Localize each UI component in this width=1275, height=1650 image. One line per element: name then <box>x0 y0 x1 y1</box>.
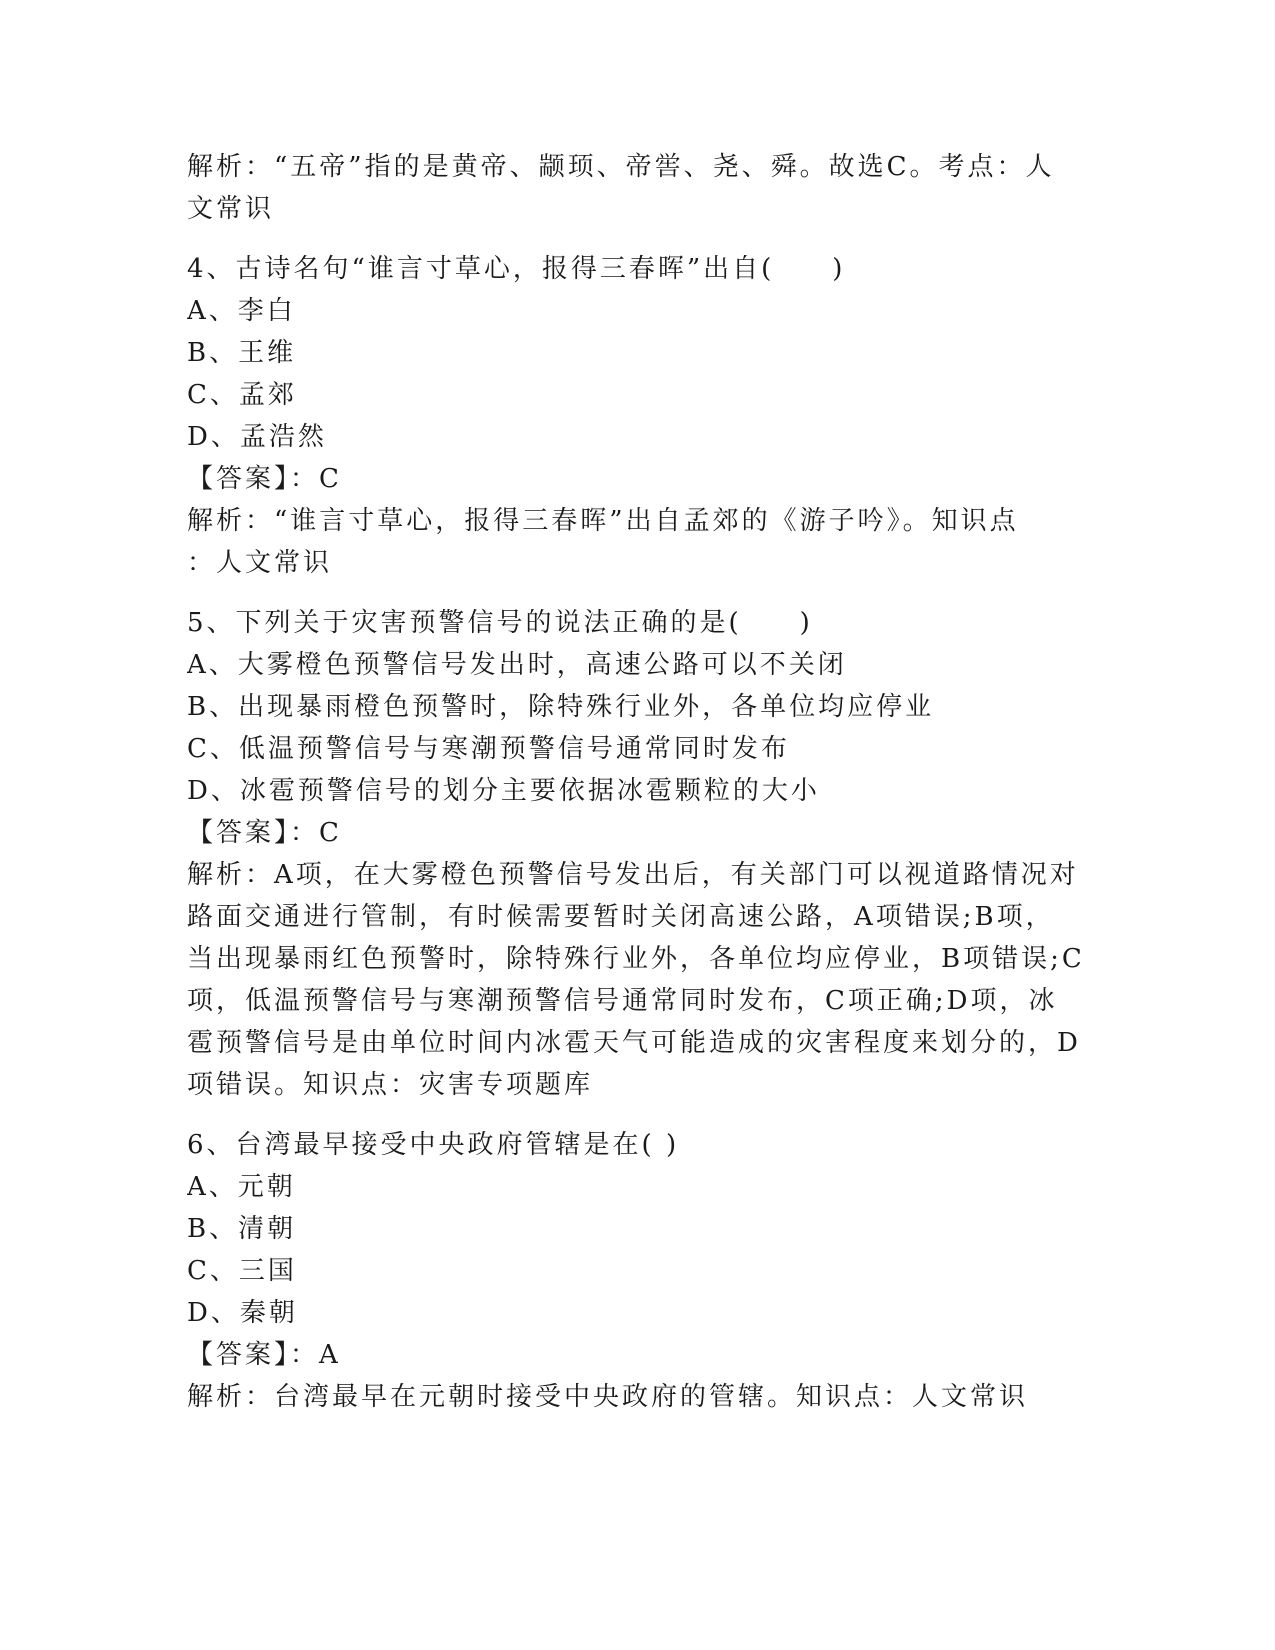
question-5 <box>187 602 1087 1106</box>
spacer <box>187 584 1087 602</box>
analysis-line: 文常识 <box>187 194 275 224</box>
question-4 <box>187 248 1087 584</box>
analysis-line: 项，低温预警信号与寒潮预警信号通常同时发布，C项正确;D项，冰 <box>187 986 1058 1016</box>
option-a: A、李白 <box>187 296 296 326</box>
spacer <box>187 1106 1087 1124</box>
answer-line: 【答案】：C <box>187 464 342 494</box>
option-b: B、出现暴雨橙色预警时，除特殊行业外，各单位均应停业 <box>187 692 935 722</box>
analysis-line: 解析：A项，在大雾橙色预警信号发出后，有关部门可以视道路情况对 <box>187 860 1079 890</box>
page-content <box>187 146 1087 1418</box>
option-c: C、孟郊 <box>187 380 297 410</box>
question-stem: 4、古诗名句“谁言寸草心，报得三春晖”出自( ) <box>187 254 846 284</box>
option-c: C、低温预警信号与寒潮预警信号通常同时发布 <box>187 734 790 764</box>
option-c: C、三国 <box>187 1256 297 1286</box>
spacer <box>187 230 1087 248</box>
analysis-line: 解析：台湾最早在元朝时接受中央政府的管辖。知识点：人文常识 <box>187 1382 1029 1412</box>
option-b: B、王维 <box>187 338 297 368</box>
option-a: A、元朝 <box>187 1172 296 1202</box>
analysis-line: 雹预警信号是由单位时间内冰雹天气可能造成的灾害程度来划分的，D <box>187 1028 1081 1058</box>
question-stem: 6、台湾最早接受中央政府管辖是在( ) <box>187 1130 680 1160</box>
analysis-line: 项错误。知识点：灾害专项题库 <box>187 1070 594 1100</box>
option-a: A、大雾橙色预警信号发出时，高速公路可以不关闭 <box>187 650 847 680</box>
option-b: B、清朝 <box>187 1214 297 1244</box>
option-d: D、秦朝 <box>187 1298 298 1328</box>
analysis-line: 解析：“谁言寸草心，报得三春晖”出自孟郊的《游子吟》。知识点 <box>187 506 1019 536</box>
question-6 <box>187 1124 1087 1418</box>
analysis-line: ：人文常识 <box>187 548 333 578</box>
question-3-analysis <box>187 146 1087 230</box>
option-d: D、冰雹预警信号的划分主要依据冰雹颗粒的大小 <box>187 776 820 806</box>
question-stem: 5、下列关于灾害预警信号的说法正确的是( ) <box>187 608 813 638</box>
answer-line: 【答案】：C <box>187 818 342 848</box>
option-d: D、孟浩然 <box>187 422 327 452</box>
analysis-line: 解析：“五帝”指的是黄帝、颛顼、帝喾、尧、舜。故选C。考点：人 <box>187 152 1055 182</box>
answer-line: 【答案】：A <box>187 1340 341 1370</box>
analysis-line: 当出现暴雨红色预警时，除特殊行业外，各单位均应停业，B项错误;C <box>187 944 1085 974</box>
analysis-line: 路面交通进行管制，有时候需要暂时关闭高速公路，A项错误;B项， <box>187 902 1055 932</box>
